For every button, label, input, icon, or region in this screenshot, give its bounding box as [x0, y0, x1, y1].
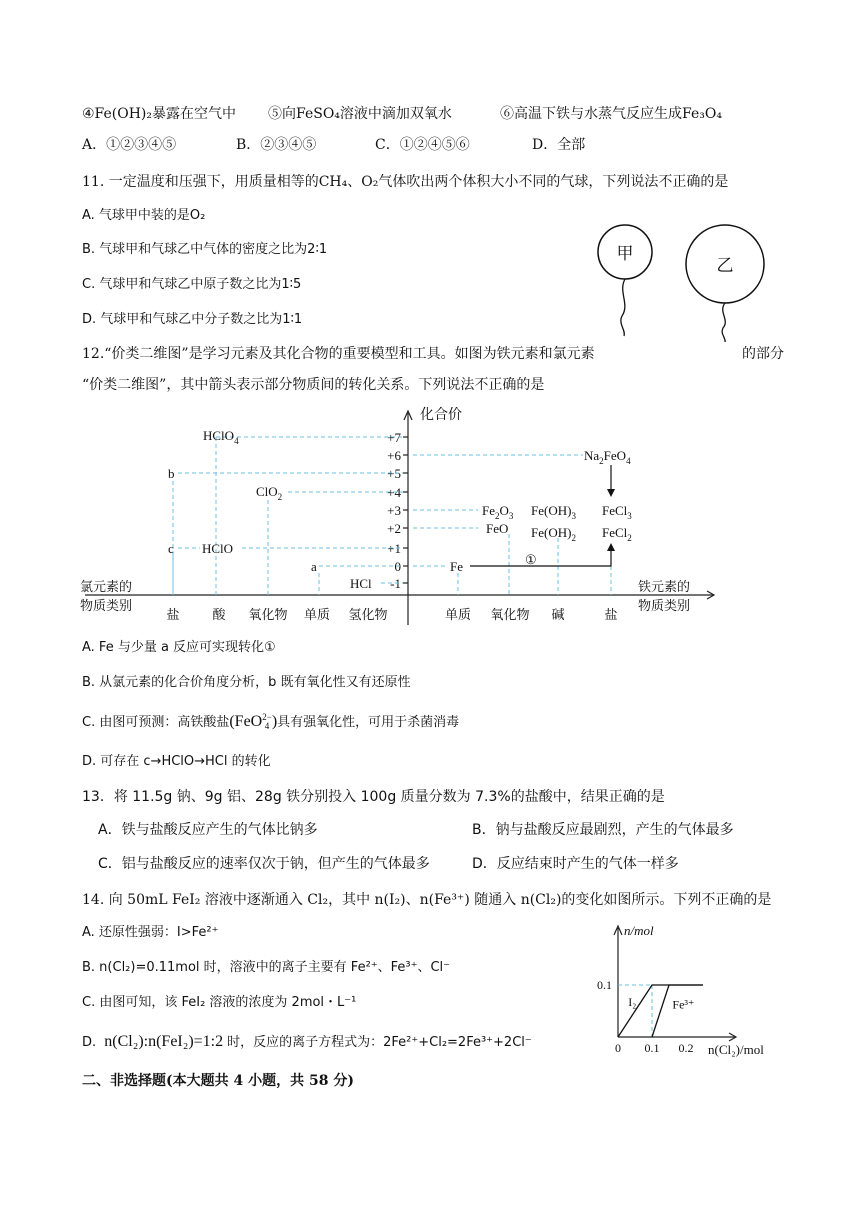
- q14-stem: 14. 向 50mL FeI₂ 溶液中逐渐通入 Cl₂，其中 n(I₂)、n(Fe³⁺) 随通入 n(Cl₂)的变化如图所示。下列不正确的是: [82, 892, 772, 908]
- balloons-figure: [590, 212, 770, 342]
- q13-option-b: B．钠与盐酸反应最剧烈，产生的气体最多: [472, 822, 734, 838]
- species-feoh2: $Fe(OH)_2$: [531, 525, 576, 543]
- balloon-yi-string: [722, 303, 725, 342]
- q12-option-a: A. Fe 与少量 a 反应可实现转化①: [82, 640, 276, 655]
- q14-option-b: B. n(Cl₂)=0.11mol 时，溶液中的离子主要有 Fe²⁺、Fe³⁺、Cl⁻: [82, 960, 451, 975]
- fe-cat-base: 碱: [551, 607, 565, 622]
- arrow-label-1: ①: [525, 552, 537, 567]
- q12-option-c-pre: C. 由图可预测：高铁酸盐: [82, 715, 230, 730]
- balloon-jia-label: 甲: [616, 244, 634, 263]
- q11-stem: 11. 一定温度和压强下，用质量相等的CH₄、O₂气体吹出两个体积大小不同的气球，下列说法不正确的是: [82, 174, 729, 190]
- q10-option-b: B．②③④⑤: [236, 137, 317, 153]
- tick-minus1: -1: [390, 576, 401, 591]
- cl-cat-salt: 盐: [166, 607, 180, 622]
- q11-option-d: D. 气球甲和气球乙中分子数之比为1∶1: [82, 312, 303, 327]
- species-hcl: HCl: [350, 576, 372, 591]
- fe-cat-salt: 盐: [604, 607, 618, 622]
- cl-cat-hydride: 氢化物: [348, 607, 388, 622]
- tick-plus5: +5: [387, 466, 401, 481]
- cl-cat-element: 单质: [303, 607, 331, 622]
- ferrate-formula: (FeO 2− 4 ): [229, 712, 278, 732]
- q14-line-chart: [590, 920, 780, 1060]
- q14-option-a: A. 还原性强弱：I>Fe²⁺: [82, 925, 219, 940]
- tick-plus6: +6: [387, 448, 401, 463]
- cl-cat-oxide: 氧化物: [248, 607, 288, 622]
- q10-item-5: ⑤向FeSO₄溶液中滴加双氧水: [268, 106, 452, 122]
- species-hclo: HClO: [202, 541, 234, 556]
- species-fecl2: FeCl$_2$: [602, 525, 632, 543]
- q14-x-tick: 0.2: [678, 1041, 694, 1055]
- fe-category-label-1: 铁元素的: [638, 579, 691, 594]
- q12-stem-line1-tail: 的部分: [742, 346, 784, 362]
- q10-item-6: ⑥高温下铁与水蒸气反应生成Fe₃O₄: [500, 106, 722, 122]
- species-feo: FeO: [486, 521, 509, 536]
- cl-category-label-1: 氯元素的: [80, 579, 133, 594]
- q14-y-label: n/mol: [624, 923, 654, 938]
- q14-x-tick: 0.1: [644, 1041, 660, 1055]
- fe-cat-element: 单质: [444, 607, 472, 622]
- tick-plus4: +4: [387, 485, 401, 500]
- q10-option-a: A．①②③④⑤: [82, 137, 177, 153]
- q10-option-c: C．①②④⑤⑥: [375, 137, 470, 153]
- balloon-yi-label: 乙: [716, 256, 734, 275]
- q14-series-label-fe3: Fe³⁺: [672, 997, 695, 1012]
- q13-option-d: D．反应结束时产生的气体一样多: [472, 856, 679, 872]
- q11-option-b: B. 气球甲和气球乙中气体的密度之比为2∶1: [82, 242, 328, 257]
- q14-x-tick: 0: [615, 1041, 621, 1055]
- q10-option-d: D．全部: [532, 137, 586, 153]
- section-2-heading: 二、非选择题(本大题共 4 小题，共 58 分): [82, 1073, 354, 1089]
- species-c: c: [168, 541, 174, 556]
- q13-stem: 13．将 11.5g 钠、9g 铝、28g 铁分别投入 100g 质量分数为 7.3%的盐酸中，结果正确的是: [82, 789, 665, 805]
- species-na2feo4: $Na_2FeO_4$: [584, 448, 631, 466]
- q13-option-a: A．铁与盐酸反应产生的气体比钠多: [98, 822, 318, 838]
- fe-cat-oxide: 氧化物: [490, 607, 530, 622]
- species-fe2o3: $Fe_2O_3$: [482, 503, 514, 521]
- species-fecl3: FeCl$_3$: [602, 503, 632, 521]
- species-clo2: ClO$_2$: [256, 484, 283, 502]
- valence-category-chart: [78, 405, 718, 630]
- tick-plus1: +1: [387, 541, 401, 556]
- q12-option-c-post: 具有强氧化性，可用于杀菌消毒: [277, 715, 460, 730]
- fe-category-label-2: 物质类别: [638, 598, 691, 613]
- q12-stem-line1: 12.“价类二维图”是学习元素及其化合物的重要模型和工具。如图为铁元素和氯元素: [82, 346, 595, 362]
- q14-option-c: C. 由图可知，该 FeI₂ 溶液的浓度为 2mol・L⁻¹: [82, 995, 357, 1010]
- tick-zero: 0: [394, 559, 401, 574]
- q11-option-a: A. 气球甲中装的是O₂: [82, 208, 206, 223]
- balloon-jia-string: [621, 279, 625, 336]
- q14-option-d-post: 时，反应的离子方程式为：2Fe²⁺+Cl₂=2Fe³⁺+2Cl⁻: [227, 1035, 532, 1050]
- species-b: b: [168, 466, 175, 481]
- tick-plus3: +3: [387, 503, 401, 518]
- species-a: a: [311, 559, 317, 574]
- q14-ratio: n(Cl₂):n(FeI₂)=1:2: [104, 1033, 224, 1050]
- q13-option-c: C．铝与盐酸反应的速率仅次于钠，但产生的气体最多: [98, 856, 430, 872]
- tick-plus7: +7: [387, 430, 401, 445]
- q11-option-c: C. 气球甲和气球乙中原子数之比为1∶5: [82, 277, 302, 292]
- q12-option-d: D. 可存在 c→HClO→HCl 的转化: [82, 754, 271, 769]
- cl-category-label-2: 物质类别: [80, 598, 133, 613]
- species-fe: Fe: [450, 559, 463, 574]
- q14-y-tick: 0.1: [597, 978, 612, 992]
- q12-option-c: [82, 712, 459, 733]
- q12-option-b: B. 从氯元素的化合价角度分析，b 既有氧化性又有还原性: [82, 675, 411, 690]
- q14-x-label: n(Cl₂)/mol: [708, 1042, 764, 1057]
- species-feoh3: $Fe(OH)_3$: [531, 503, 576, 521]
- q12-stem-line2: “价类二维图”，其中箭头表示部分物质间的转化关系。下列说法不正确的是: [82, 377, 545, 393]
- arrow-fe-fecl2: [470, 549, 611, 566]
- y-axis-title: 化合价: [420, 408, 462, 423]
- q10-item-4: ④Fe(OH)₂暴露在空气中: [82, 106, 237, 122]
- q14-series-label-i2: I₂: [628, 994, 637, 1009]
- q14-option-d: D. n(Cl₂):n(FeI₂)=1:2 时，反应的离子方程式为：2Fe²⁺+Cl₂=2Fe³⁺+2Cl⁻: [82, 1033, 532, 1050]
- species-hclo4: HClO$_4$: [203, 428, 239, 446]
- cl-cat-acid: 酸: [212, 607, 226, 622]
- tick-plus2: +2: [387, 521, 401, 536]
